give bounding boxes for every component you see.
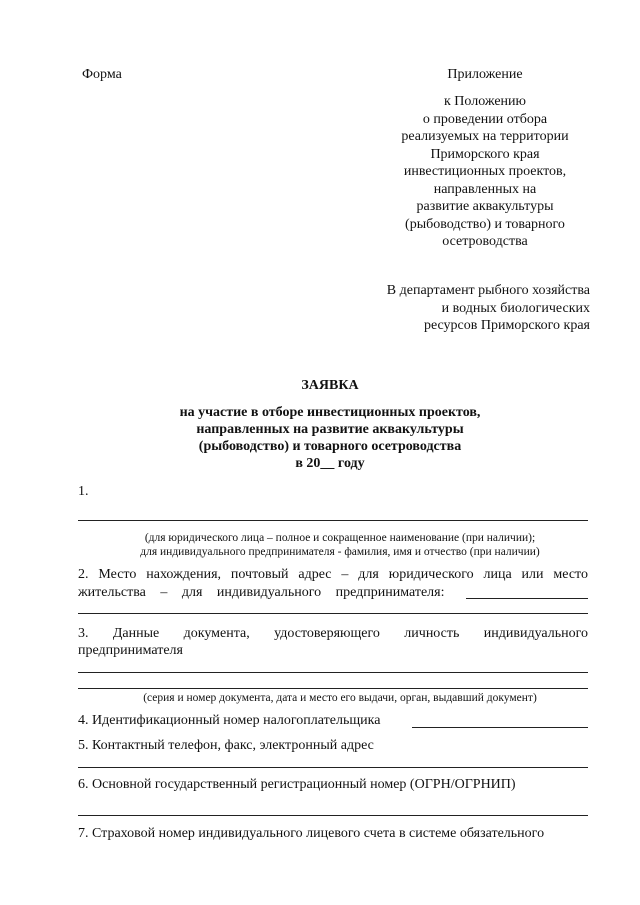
subtitle-line: на участие в отборе инвестиционных проектов, xyxy=(179,405,481,420)
appendix-line: о проведении отбора xyxy=(422,111,548,127)
item-1-label: 1. xyxy=(78,484,89,499)
document-subtitle xyxy=(0,404,640,472)
form-label: Форма xyxy=(82,67,122,82)
appendix-line: (рыбоводство) и товарного xyxy=(405,216,565,232)
item-6-label: 6. Основной государственный регистрационный номер (ОГРН/ОГРНИП) xyxy=(78,777,516,792)
subtitle-line: направленных на развитие аквакультуры xyxy=(196,422,464,437)
appendix-block xyxy=(370,93,600,251)
item-3-note: (серия и номер документа, дата и место его выдачи, орган, выдавший документ) xyxy=(143,692,537,704)
addressee-line: и водных биологических xyxy=(441,300,590,316)
item-2-line-2: жительства – для индивидуального предпринимателя: xyxy=(78,585,445,600)
appendix-line: инвестиционных проектов, xyxy=(403,164,567,179)
item-4-field-line[interactable] xyxy=(412,727,588,728)
addressee-line: В департамент рыбного хозяйства xyxy=(386,283,590,298)
item-5-field-line[interactable] xyxy=(78,767,588,768)
item-3-line-2: предпринимателя xyxy=(78,643,183,658)
note-line: для индивидуального предпринимателя - фамилия, имя и отчество (при наличии) xyxy=(140,546,540,558)
item-2-inline-field[interactable] xyxy=(466,598,588,599)
item-6-field-line[interactable] xyxy=(78,815,588,816)
item-1-note xyxy=(60,531,620,559)
item-3-line-1: 3. Данные документа, удостоверяющего личность индивидуального xyxy=(78,626,588,641)
appendix-title: Приложение xyxy=(447,67,523,82)
item-5-label: 5. Контактный телефон, факс, электронный адрес xyxy=(78,738,374,753)
subtitle-line: в 20__ году xyxy=(295,456,365,471)
item-2-field-line[interactable] xyxy=(78,613,588,614)
appendix-line: развитие аквакультуры xyxy=(416,199,554,214)
subtitle-line: (рыбоводство) и товарного осетроводства xyxy=(198,439,462,454)
appendix-line: к Положению xyxy=(443,94,526,109)
item-1-field-line[interactable] xyxy=(78,520,588,521)
appendix-line: осетроводства xyxy=(442,234,528,249)
item-2-line-1: 2. Место нахождения, почтовый адрес – для юридического лица или место xyxy=(78,567,588,582)
item-3-field-line-2[interactable] xyxy=(78,688,588,689)
appendix-line: Приморского края xyxy=(430,146,540,162)
appendix-line: реализуемых на территории xyxy=(401,129,569,144)
addressee-block xyxy=(330,282,590,335)
item-3-field-line[interactable] xyxy=(78,672,588,673)
item-4-label: 4. Идентификационный номер налогоплательщика xyxy=(78,713,381,728)
addressee-line: ресурсов Приморского края xyxy=(423,318,590,333)
item-7-label: 7. Страховой номер индивидуального лицевого счета в системе обязательного xyxy=(78,826,545,841)
document-title: ЗАЯВКА xyxy=(301,378,359,393)
note-line: (для юридического лица – полное и сокращенное наименование (при наличии); xyxy=(144,532,536,544)
appendix-line: направленных на xyxy=(433,181,537,197)
